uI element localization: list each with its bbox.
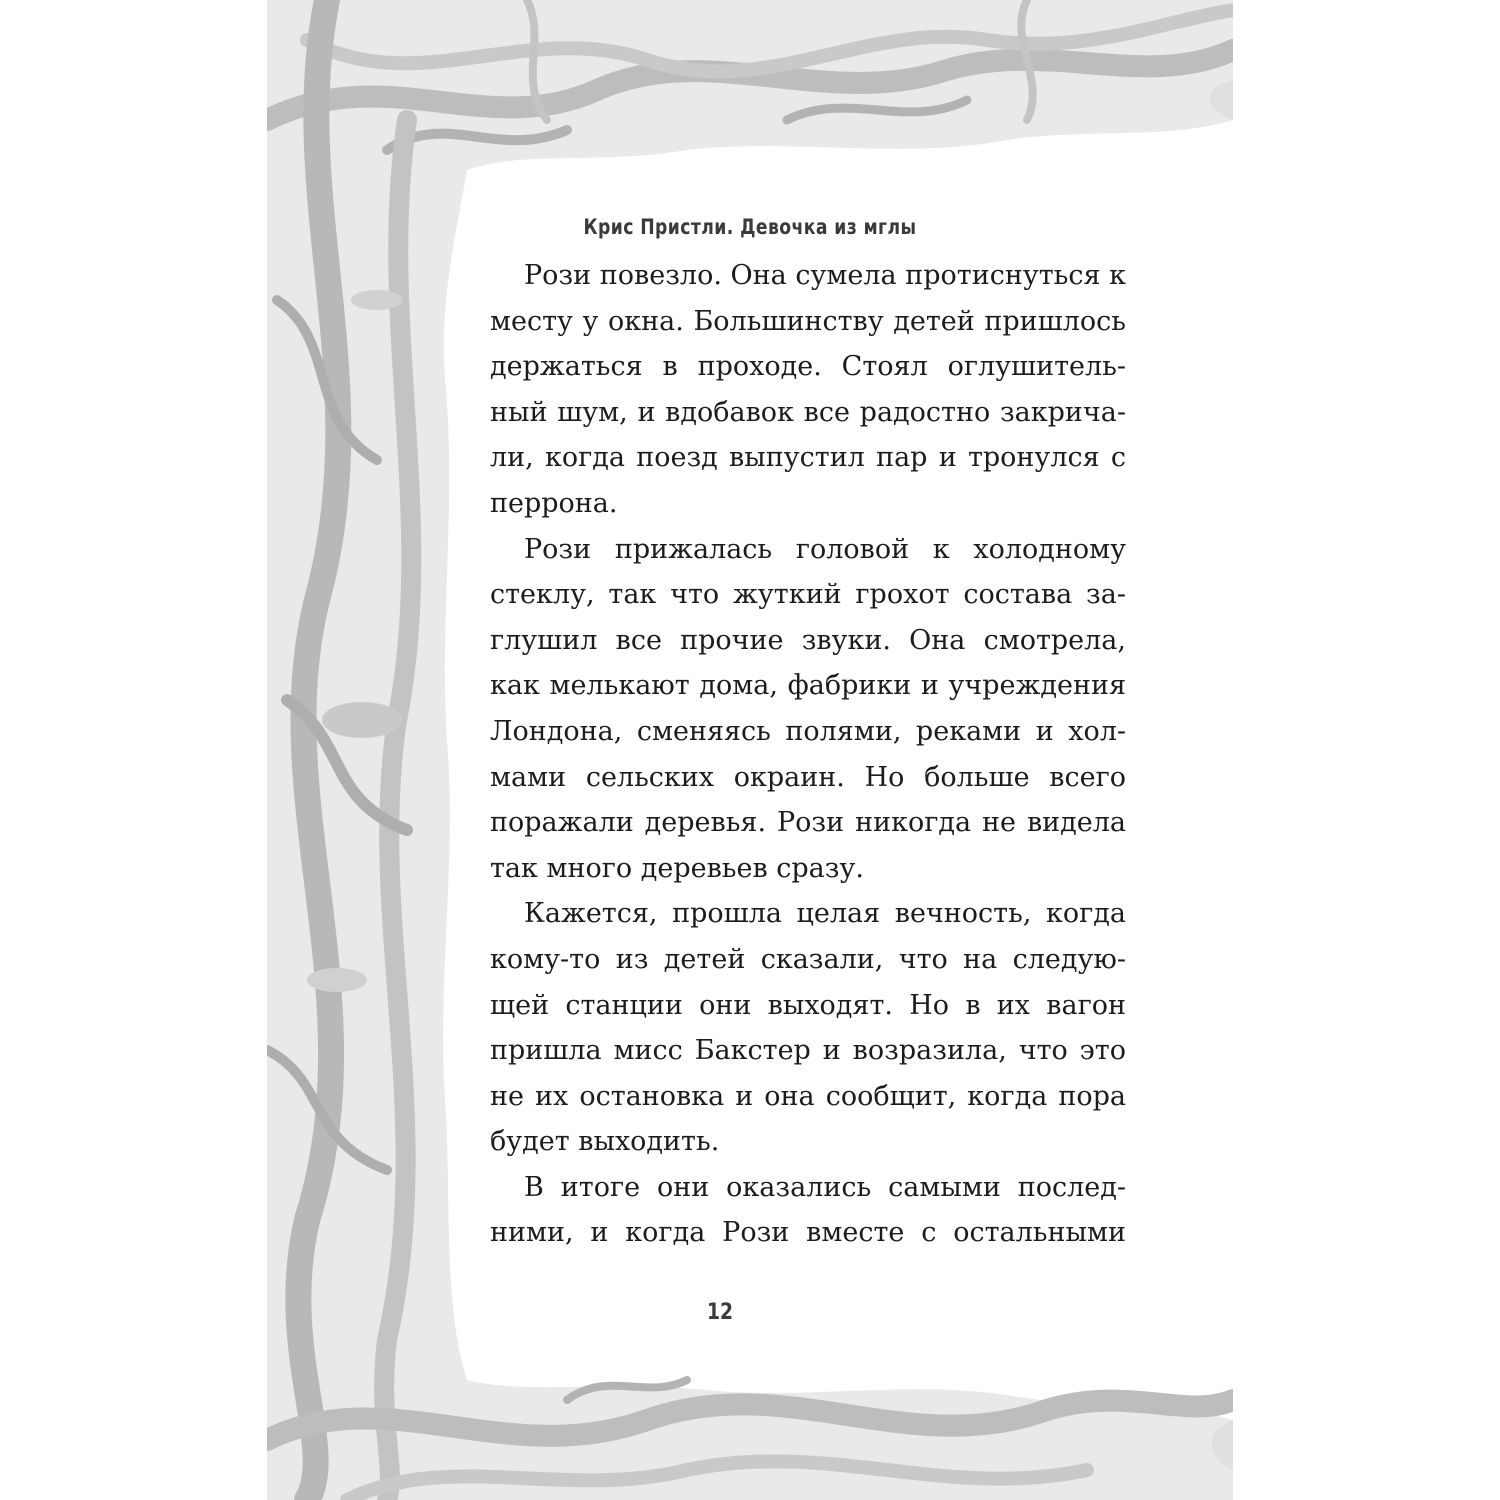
page-number: 12 <box>707 1300 734 1325</box>
paragraph: Рози повезло. Она сумела протиснуться к месту у окна. Большинству детей пришлось держаться в проходе. Стоял оглушительный шум, и вдобавок все радостно закричали, когда поезд выпустил пар и тронулся с перрона. <box>490 260 1126 519</box>
paragraph: Кажется, прошла целая вечность, когда кому-то из детей сказали, что на следующей станции они выходят. Но в их вагон пришла мисс Бакстер и возразила, что это не их остановка и она сообщит, когда пора будет выходить. <box>490 898 1126 1158</box>
paragraph: В итоге они оказались самыми последними, и когда Рози вместе с остальными <box>490 1171 1126 1249</box>
paragraph: Рози прижалась головой к холодному стеклу, так что жуткий грохот состава заглушил все прочие звуки. Она смотрела, как мелькают дома, фабрики и учреждения Лондона, сменяясь полями, реками и холмами сельских окраин. Но больше всего поражали деревья. Рози никогда не видела так много деревьев сразу. <box>490 533 1126 884</box>
bottom-vines <box>267 1380 1233 1500</box>
body-text <box>490 253 1126 1256</box>
running-head: Крис Пристли. Девочка из мглы <box>583 215 917 239</box>
